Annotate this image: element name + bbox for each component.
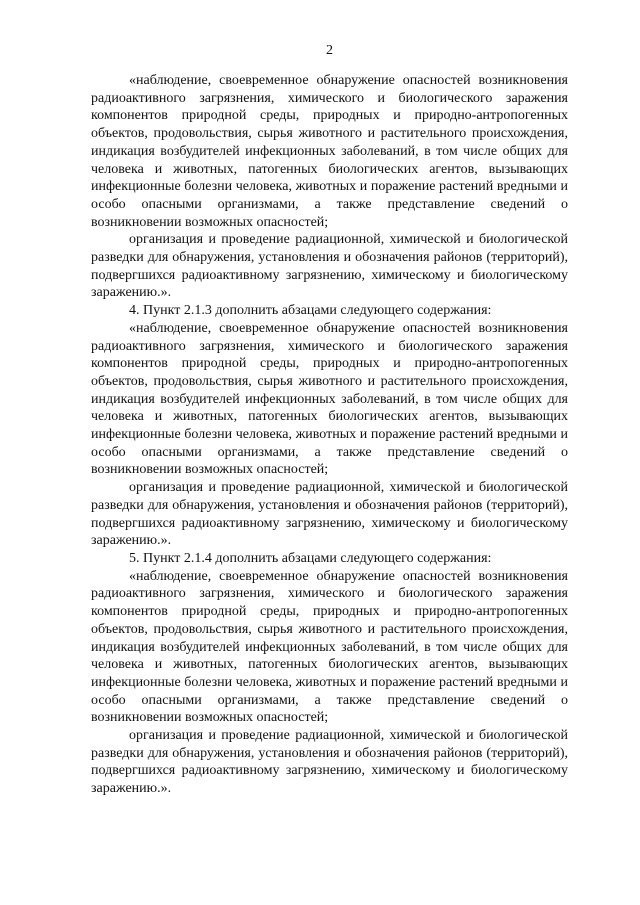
paragraph-item-5: 5. Пункт 2.1.4 дополнить абзацами следующего содержания: <box>129 550 492 566</box>
paragraph-observation-1: «наблюдение, своевременное обнаружение опасностей возникновения радиоактивного загрязнения, химического и биологического заражения компонентов природной среды, природных и природно-антропогенных объектов, продовольствия, сырья животного и растительного происхождения, индикация возбудителей инфекционных заболеваний, в том числе общих для человека и животных, патогенных биологических агентов, вызывающих инфекционные болезни человека, животных и поражение растений вредными и особо опасными организмами, а также представление сведений о возникновении возможных опасностей; <box>91 73 568 230</box>
paragraph-item-4: 4. Пункт 2.1.3 дополнить абзацами следующего содержания: <box>129 303 492 319</box>
paragraph-observation-2: «наблюдение, своевременное обнаружение опасностей возникновения радиоактивного загрязнения, химического и биологического заражения компонентов природной среды, природных и природно-антропогенных объектов, продовольствия, сырья животного и растительного происхождения, индикация возбудителей инфекционных заболеваний, в том числе общих для человека и животных, патогенных биологических агентов, вызывающих инфекционные болезни человека, животных и поражение растений вредными и особо опасными организмами, а также представление сведений о возникновении возможных опасностей; <box>91 320 568 478</box>
paragraph-reconnaissance-2: организация и проведение радиационной, химической и биологической разведки для обнаружения, установления и обозначения районов (территорий), подвергшихся радиоактивному загрязнению, химическому и биологическому заражению.». <box>91 480 568 549</box>
paragraph-reconnaissance-1: организация и проведение радиационной, химической и биологической разведки для обнаружения, установления и обозначения районов (территорий), подвергшихся радиоактивному загрязнению, химическому и биологическому заражению.». <box>91 232 568 301</box>
page-number: 2 <box>326 43 333 58</box>
paragraph-observation-3: «наблюдение, своевременное обнаружение опасностей возникновения радиоактивного загрязнения, химического и биологического заражения компонентов природной среды, природных и природно-антропогенных объектов, продовольствия, сырья животного и растительного происхождения, индикация возбудителей инфекционных заболеваний, в том числе общих для человека и животных, патогенных биологических агентов, вызывающих инфекционные болезни человека, животных и поражение растений вредными и особо опасными организмами, а также представление сведений о возникновении возможных опасностей; <box>91 568 568 726</box>
paragraph-reconnaissance-3: организация и проведение радиационной, химической и биологической разведки для обнаружения, установления и обозначения районов (территорий), подвергшихся радиоактивному загрязнению, химическому и биологическому заражению.». <box>91 728 568 797</box>
